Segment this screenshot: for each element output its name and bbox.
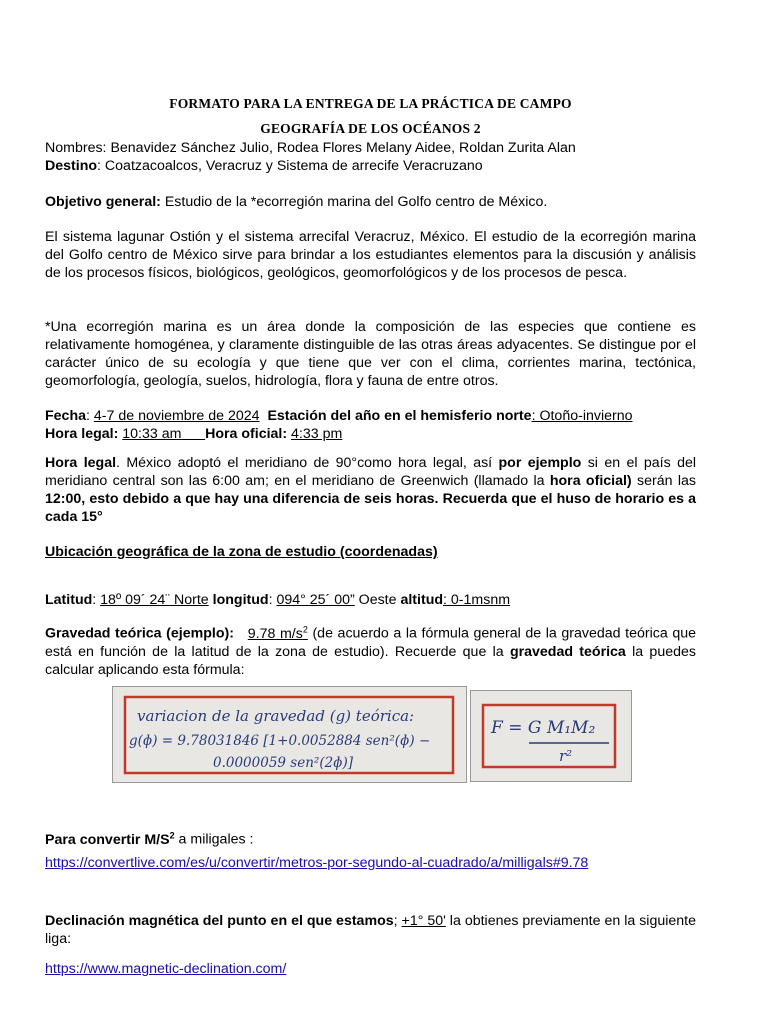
latitud-value: 18º 09´ 24¨ Norte: [100, 592, 209, 608]
objetivo-line: [45, 193, 696, 211]
fecha-label: Fecha: [45, 408, 87, 424]
document-subtitle: GEOGRAFÍA DE LOS OCÉANOS 2: [260, 121, 481, 136]
destino-line: [45, 157, 696, 175]
document-title: FORMATO PARA LA ENTREGA DE LA PRÁCTICA DE CAMPO: [169, 96, 572, 111]
convertlive-link[interactable]: https://convertlive.com/es/u/convertir/metros-por-segundo-al-cuadrado/a/milligals#9.78: [45, 855, 589, 871]
ubicacion-heading: Ubicación geográfica de la zona de estudio (coordenadas): [45, 544, 438, 560]
coordenadas-line: Latitud: 18º 09´ 24¨ Norte longitud: 094° 25´ 00” Oeste altitud: 0-1msnm: [45, 592, 511, 608]
hora-oficial-label: Hora oficial:: [205, 426, 288, 442]
latitud-label: Latitud: [45, 592, 93, 608]
estacion-label: Estación del año en el hemisferio norte: [267, 408, 532, 424]
hora-legal-label: Hora legal:: [45, 426, 119, 442]
nombres-line: [45, 139, 696, 157]
sistema-paragraph: El sistema lagunar Ostión y el sistema arrecifal Veracruz, México. El estudio de la ecorregión marina del Golfo centro de México sirve para brindar a los estudiantes elementos para la discusión y análisis de los procesos físicos, biológicos, geológicos, geomorfológicos y de los procesos de pesca.: [45, 229, 696, 281]
gravitation-denominator: r²: [559, 747, 573, 765]
destino-value: : Coatzacoalcos, Veracruz y Sistema de arrecife Veracruzano: [97, 158, 483, 174]
fecha-line: Fecha: 4-7 de noviembre de 2024 Estación del año en el hemisferio norte: Otoño-invierno: [45, 408, 633, 424]
convertir-link-line: [45, 854, 696, 872]
gravitation-numerator: F = G M₁M₂: [491, 718, 596, 738]
declinacion-value: +1° 50': [401, 913, 446, 929]
altitud-label: altitud: [400, 592, 444, 608]
hora-oficial-value: 4:33 pm: [291, 426, 343, 442]
objetivo-label: Objetivo general:: [45, 194, 161, 210]
formula-line-2: g(ɸ) = 9.78031846 [1+0.0052884 sen²(ɸ) −: [129, 733, 431, 749]
fecha-value: 4-7 de noviembre de 2024: [93, 408, 260, 424]
formula-line-3: 0.0000059 sen²(2ɸ)]: [213, 755, 354, 771]
estacion-value: : Otoño-invierno: [531, 408, 633, 424]
hora-legal-value: 10:33 am: [122, 426, 182, 442]
hora-line: [45, 425, 696, 443]
nombres-label: Nombres:: [45, 140, 107, 156]
gravity-formula-image: [112, 686, 467, 783]
longitud-value: 094° 25´ 00”: [276, 592, 355, 608]
declinacion-paragraph: Declinación magnética del punto en el que estamos; +1° 50' la obtienes previamente en la siguiente liga:: [45, 913, 696, 947]
nombres-value: Benavidez Sánchez Julio, Rodea Flores Melany Aidee, Roldan Zurita Alan: [106, 140, 576, 156]
gravedad-paragraph: Gravedad teórica (ejemplo): 9.78 $m/s^2$ (de acuerdo a la fórmula general de la gravedad teórica que está en función de la latitud de la zona de estudio). Recuerde que la gravedad teórica la puedes calcular aplicando esta fórmula:: [45, 624, 697, 678]
convertir-line: Para convertir $M/S^2$ a miligales :: [45, 830, 254, 848]
convertir-label: Para convertir $M/S^2$: [45, 830, 175, 848]
declinacion-link-line: [45, 960, 696, 978]
gravity-formula-svg: [113, 687, 466, 782]
gravedad-value: 9.78 $m/s^2$: [247, 624, 308, 642]
longitud-label: longitud: [212, 592, 269, 608]
altitud-value: : 0-1msnm: [443, 592, 511, 608]
hora-legal-paragraph: Hora legal. México adoptó el meridiano de 90°como hora legal, así por ejemplo si en el país del meridiano central son las 6:00 am; en el meridiano de Greenwich (llamado la hora oficial) serán las 12:00, esto debido a que hay una diferencia de seis horas. Recuerda que el huso de horario es a cada 15°: [45, 455, 696, 525]
declinacion-label: Declinación magnética del punto en el que estamos: [45, 913, 394, 929]
magnetic-declination-link[interactable]: https://www.magnetic-declination.com/: [45, 961, 287, 977]
gravitation-formula-image: [470, 690, 632, 782]
gravitation-formula-svg: [471, 691, 631, 781]
objetivo-value: Estudio de la *ecorregión marina del Golfo centro de México.: [160, 194, 548, 210]
gravedad-label: Gravedad teórica (ejemplo):: [45, 625, 234, 642]
destino-label: Destino: [45, 158, 98, 174]
ecorregion-paragraph: *Una ecorregión marina es un área donde la composición de las especies que contiene es relativamente homogénea, y claramente distinguible de las otras áreas adyacentes. Se distingue por el carácter único de su ecología y que tiene que ver con el clima, corrientes marina, tectónica, geomorfología, geología, suelos, hidrología, flora y fauna de entre otros.: [45, 319, 696, 389]
formula-line-1: variacion de la gravedad (g) teórica:: [137, 707, 415, 725]
